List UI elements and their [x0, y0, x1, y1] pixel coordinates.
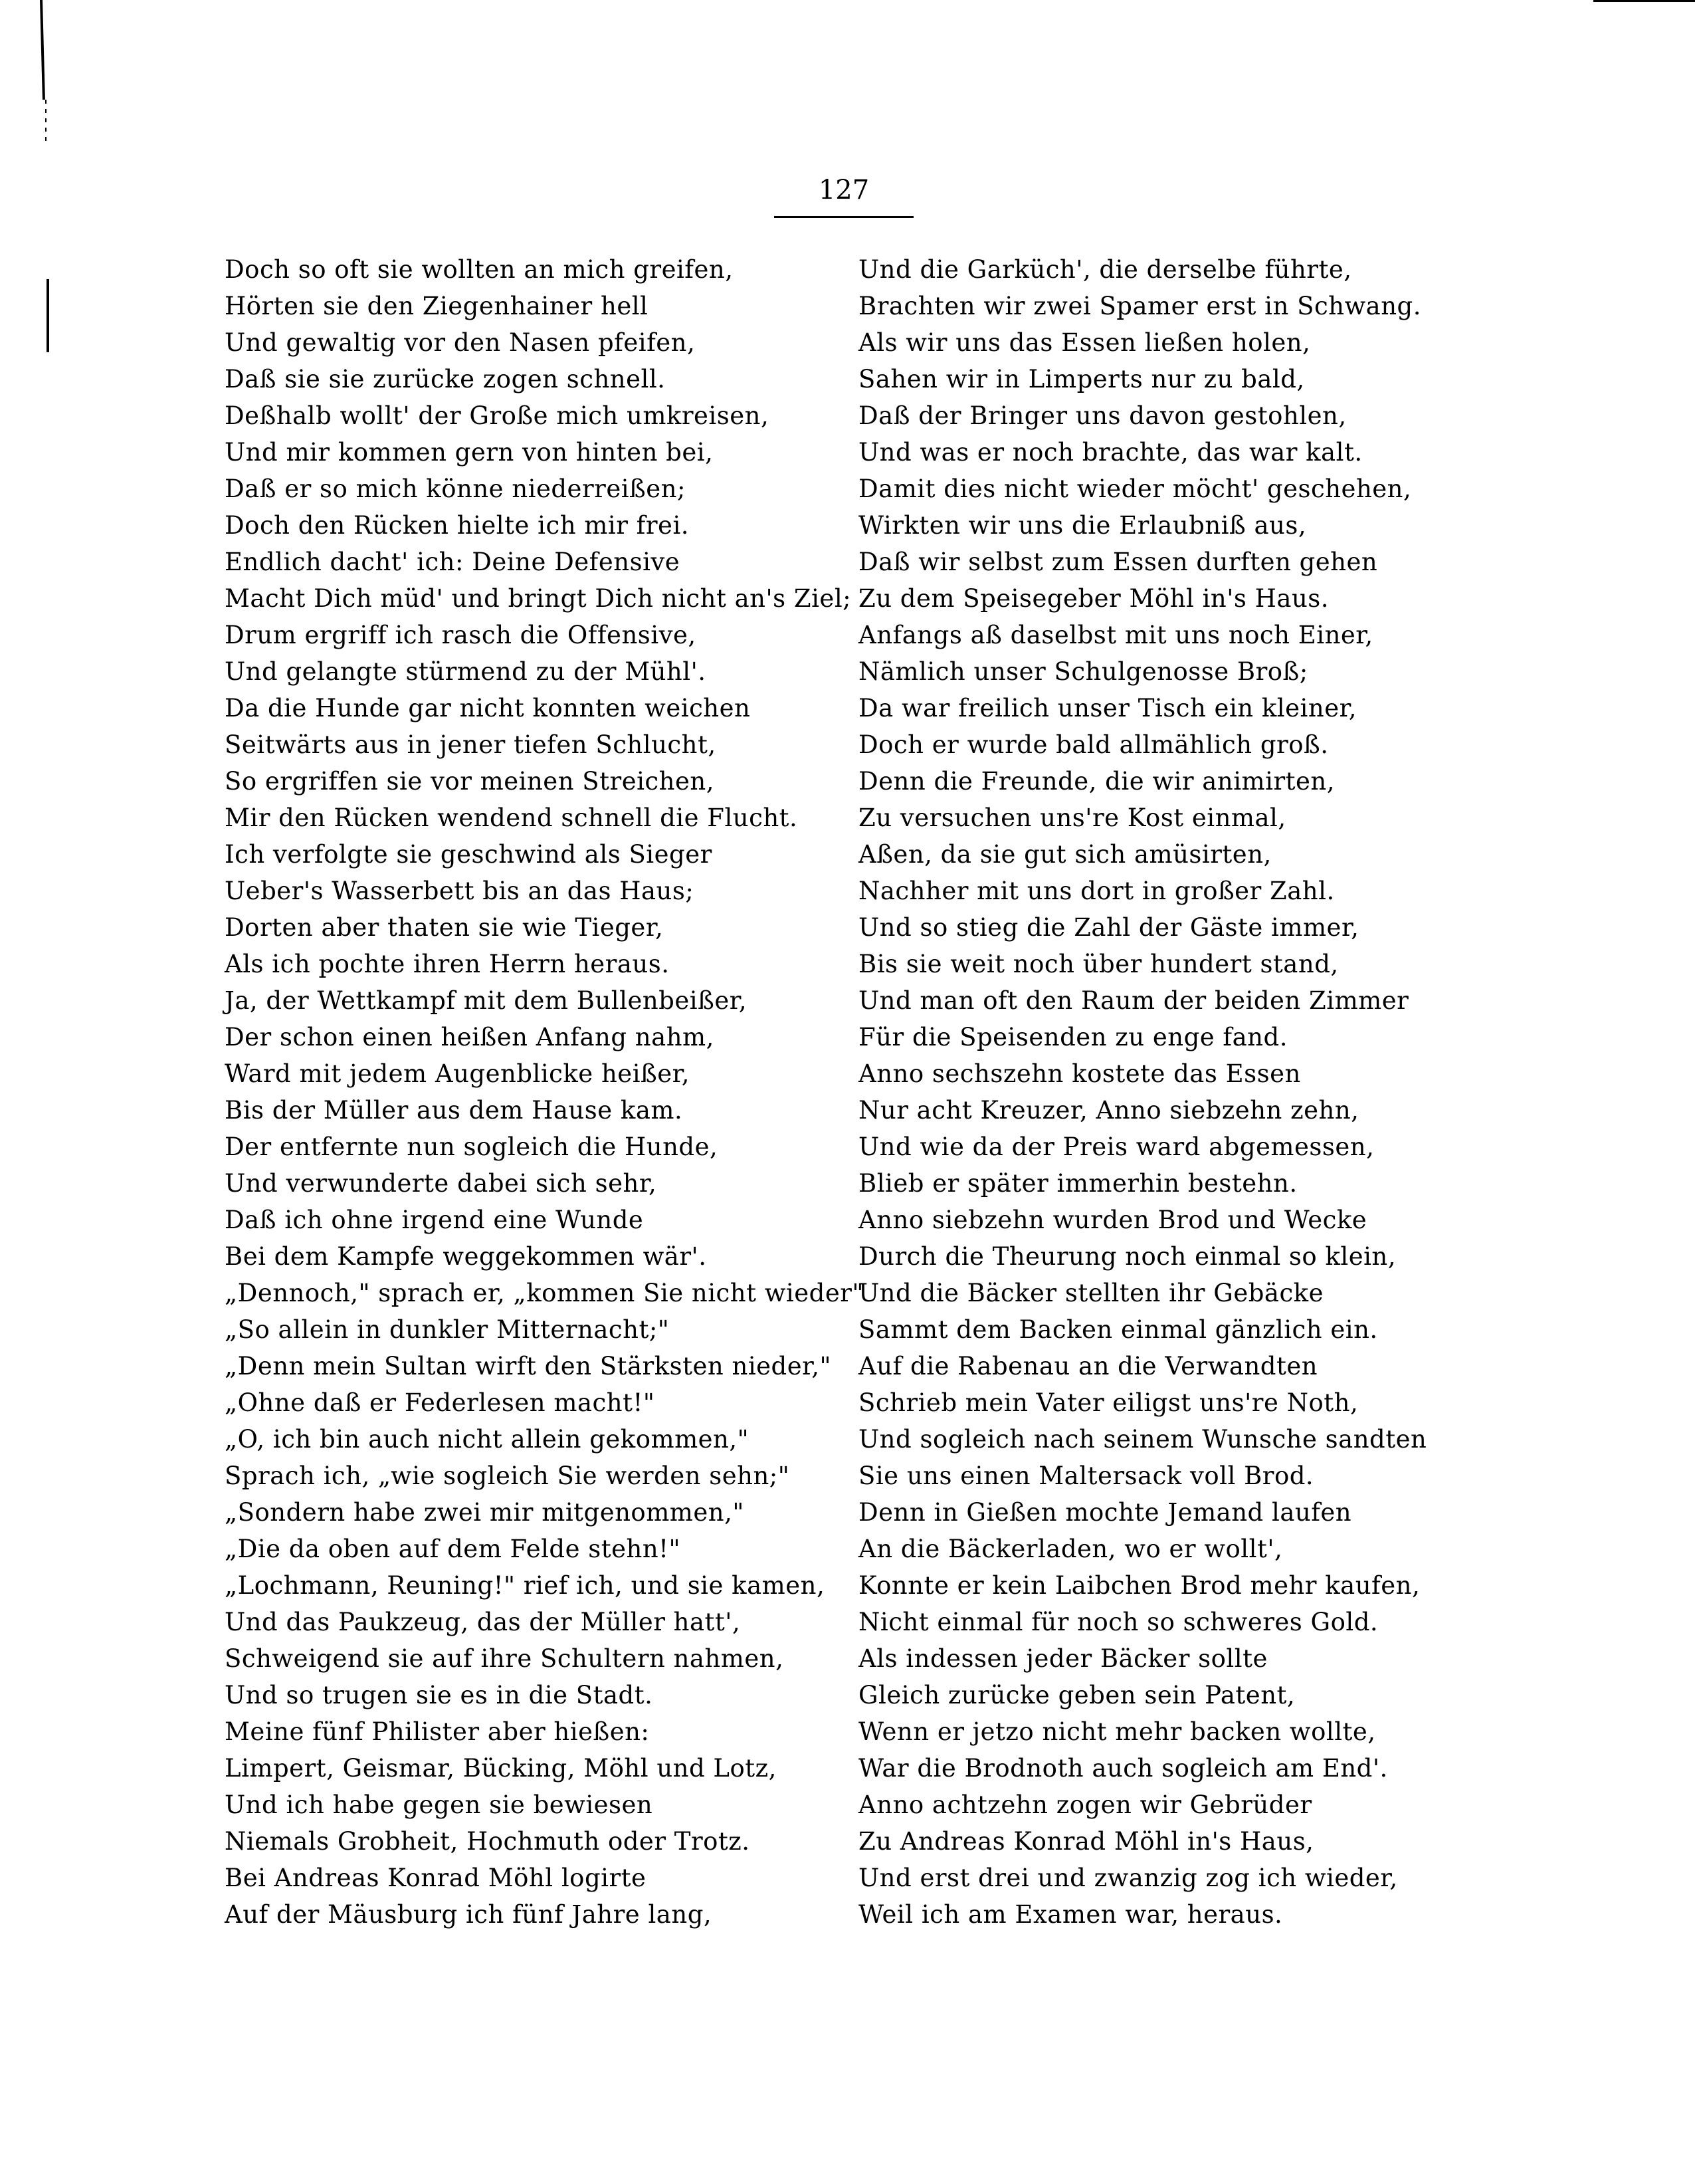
verse-line: Und so stieg die Zahl der Gäste immer,: [858, 913, 1359, 942]
verse-line: Anfangs aß daselbst mit uns noch Einer,: [858, 621, 1373, 649]
verse-line: „Ohne daß er Federlesen macht!": [225, 1388, 655, 1417]
verse-line: Nicht einmal für noch so schweres Gold.: [858, 1608, 1379, 1636]
verse-line: Deßhalb wollt' der Große mich umkreisen,: [225, 401, 769, 430]
verse-line: Endlich dacht' ich: Deine Defensive: [225, 548, 680, 576]
verse-line: Und die Garküch', die derselbe führte,: [858, 255, 1352, 284]
verse-line: Zu Andreas Konrad Möhl in's Haus,: [858, 1827, 1314, 1856]
verse-line: Ich verfolgte sie geschwind als Sieger: [225, 840, 712, 869]
verse-line: Und ich habe gegen sie bewiesen: [225, 1791, 653, 1819]
verse-line: Doch den Rücken hielte ich mir frei.: [225, 511, 690, 540]
verse-line: Und sogleich nach seinem Wunsche sandten: [858, 1425, 1427, 1454]
verse-line: Ward mit jedem Augenblicke heißer,: [225, 1059, 690, 1088]
verse-line: Aßen, da sie gut sich amüsirten,: [858, 840, 1272, 869]
verse-line: Und erst drei und zwanzig zog ich wieder,: [858, 1864, 1398, 1892]
verse-line: Und gewaltig vor den Nasen pfeifen,: [225, 328, 696, 357]
verse-line: Nachher mit uns dort in großer Zahl.: [858, 877, 1335, 905]
verse-line: Nur acht Kreuzer, Anno siebzehn zehn,: [858, 1096, 1359, 1125]
verse-line: Bis sie weit noch über hundert stand,: [858, 950, 1339, 978]
verse-line: Wirkten wir uns die Erlaubniß aus,: [858, 511, 1307, 540]
verse-line: Gleich zurücke geben sein Patent,: [858, 1681, 1296, 1709]
verse-line: „Dennoch," sprach er, „kommen Sie nicht wieder": [225, 1279, 864, 1307]
verse-line: Hörten sie den Ziegenhainer hell: [225, 292, 648, 320]
verse-line: Da die Hunde gar nicht konnten weichen: [225, 694, 751, 722]
verse-line: Brachten wir zwei Spamer erst in Schwang.: [858, 292, 1422, 320]
verse-line: Und die Bäcker stellten ihr Gebäcke: [858, 1279, 1324, 1307]
verse-line: Denn in Gießen mochte Jemand laufen: [858, 1498, 1352, 1527]
verse-line: War die Brodnoth auch sogleich am End'.: [858, 1754, 1388, 1783]
verse-line: Macht Dich müd' und bringt Dich nicht an's Ziel;: [225, 584, 852, 613]
verse-line: Und gelangte stürmend zu der Mühl'.: [225, 657, 706, 686]
verse-line: Nämlich unser Schulgenosse Broß;: [858, 657, 1308, 686]
verse-line: Für die Speisenden zu enge fand.: [858, 1023, 1288, 1051]
verse-line: Mir den Rücken wendend schnell die Flucht.: [225, 804, 798, 832]
verse-line: Sahen wir in Limperts nur zu bald,: [858, 365, 1305, 393]
verse-line: Daß der Bringer uns davon gestohlen,: [858, 401, 1347, 430]
verse-line: Zu versuchen uns're Kost einmal,: [858, 804, 1286, 832]
verse-line: Und das Paukzeug, das der Müller hatt',: [225, 1608, 741, 1636]
verse-line: Und man oft den Raum der beiden Zimmer: [858, 986, 1409, 1015]
verse-line: Als ich pochte ihren Herrn heraus.: [225, 950, 670, 978]
verse-line: Auf die Rabenau an die Verwandten: [858, 1352, 1318, 1380]
verse-line: Seitwärts aus in jener tiefen Schlucht,: [225, 730, 716, 759]
verse-line: „O, ich bin auch nicht allein gekommen,": [225, 1425, 749, 1454]
verse-line: Anno siebzehn wurden Brod und Wecke: [858, 1206, 1367, 1234]
page-number: 127: [818, 175, 870, 205]
verse-line: Dorten aber thaten sie wie Tieger,: [225, 913, 664, 942]
verse-line: Auf der Mäusburg ich fünf Jahre lang,: [225, 1900, 712, 1929]
verse-line: Als indessen jeder Bäcker sollte: [858, 1644, 1268, 1673]
verse-line: Schweigend sie auf ihre Schultern nahmen,: [225, 1644, 784, 1673]
verse-line: Daß er so mich könne niederreißen;: [225, 475, 686, 503]
text-column-left: [225, 251, 864, 1933]
verse-line: Sammt dem Backen einmal gänzlich ein.: [858, 1315, 1378, 1344]
verse-line: Und so trugen sie es in die Stadt.: [225, 1681, 653, 1709]
verse-line: Da war freilich unser Tisch ein kleiner,: [858, 694, 1357, 722]
header-rule: [774, 216, 914, 218]
verse-line: Ueber's Wasserbett bis an das Haus;: [225, 877, 694, 905]
verse-line: Damit dies nicht wieder möcht' geschehen,: [858, 475, 1412, 503]
verse-line: Ja, der Wettkampf mit dem Bullenbeißer,: [225, 986, 748, 1015]
verse-line: Weil ich am Examen war, heraus.: [858, 1900, 1283, 1929]
verse-line: Blieb er später immerhin bestehn.: [858, 1169, 1298, 1198]
verse-line: Konnte er kein Laibchen Brod mehr kaufen,: [858, 1571, 1421, 1600]
verse-line: Daß ich ohne irgend eine Wunde: [225, 1206, 644, 1234]
verse-line: Durch die Theurung noch einmal so klein,: [858, 1242, 1397, 1271]
verse-line: Zu dem Speisegeber Möhl in's Haus.: [858, 584, 1330, 613]
verse-line: Denn die Freunde, die wir animirten,: [858, 767, 1335, 796]
verse-line: Als wir uns das Essen ließen holen,: [858, 328, 1311, 357]
verse-line: Und mir kommen gern von hinten bei,: [225, 438, 714, 467]
text-column-right: [858, 251, 1523, 1933]
verse-line: „Die da oben auf dem Felde stehn!": [225, 1535, 681, 1563]
verse-line: Anno sechszehn kostete das Essen: [858, 1059, 1301, 1088]
verse-line: An die Bäckerladen, wo er wollt',: [858, 1535, 1283, 1563]
verse-line: „So allein in dunkler Mitternacht;": [225, 1315, 670, 1344]
verse-line: Doch er wurde bald allmählich groß.: [858, 730, 1329, 759]
verse-line: Schrieb mein Vater eiligst uns're Noth,: [858, 1388, 1359, 1417]
verse-line: „Lochmann, Reuning!" rief ich, und sie kamen,: [225, 1571, 825, 1600]
scan-edge-line: [40, 0, 45, 100]
verse-line: Daß sie sie zurücke zogen schnell.: [225, 365, 666, 393]
verse-line: Drum ergriff ich rasch die Offensive,: [225, 621, 696, 649]
verse-line: „Denn mein Sultan wirft den Stärksten nieder,": [225, 1352, 832, 1380]
verse-line: Und verwunderte dabei sich sehr,: [225, 1169, 657, 1198]
verse-line: Anno achtzehn zogen wir Gebrüder: [858, 1791, 1312, 1819]
verse-line: So ergriffen sie vor meinen Streichen,: [225, 767, 714, 796]
verse-line: Niemals Grobheit, Hochmuth oder Trotz.: [225, 1827, 750, 1856]
verse-line: Meine fünf Philister aber hießen:: [225, 1717, 650, 1746]
verse-line: Sie uns einen Maltersack voll Brod.: [858, 1462, 1314, 1490]
verse-line: Doch so oft sie wollten an mich greifen,: [225, 255, 734, 284]
verse-line: Und was er noch brachte, das war kalt.: [858, 438, 1363, 467]
scan-edge-line: [47, 279, 49, 352]
verse-line: Bei dem Kampfe weggekommen wär'.: [225, 1242, 707, 1271]
verse-line: Daß wir selbst zum Essen durften gehen: [858, 548, 1378, 576]
scan-edge-mark-right: [1593, 0, 1695, 2]
verse-line: Wenn er jetzo nicht mehr backen wollte,: [858, 1717, 1376, 1746]
verse-line: Limpert, Geismar, Bücking, Möhl und Lotz,: [225, 1754, 777, 1783]
verse-line: Der schon einen heißen Anfang nahm,: [225, 1023, 714, 1051]
verse-line: Der entfernte nun sogleich die Hunde,: [225, 1133, 718, 1161]
verse-line: Und wie da der Preis ward abgemessen,: [858, 1133, 1375, 1161]
verse-line: Bei Andreas Konrad Möhl logirte: [225, 1864, 647, 1892]
scan-edge-dots: [45, 100, 47, 146]
verse-line: Sprach ich, „wie sogleich Sie werden sehn;": [225, 1462, 790, 1490]
verse-line: „Sondern habe zwei mir mitgenommen,": [225, 1498, 744, 1527]
verse-line: Bis der Müller aus dem Hause kam.: [225, 1096, 683, 1125]
